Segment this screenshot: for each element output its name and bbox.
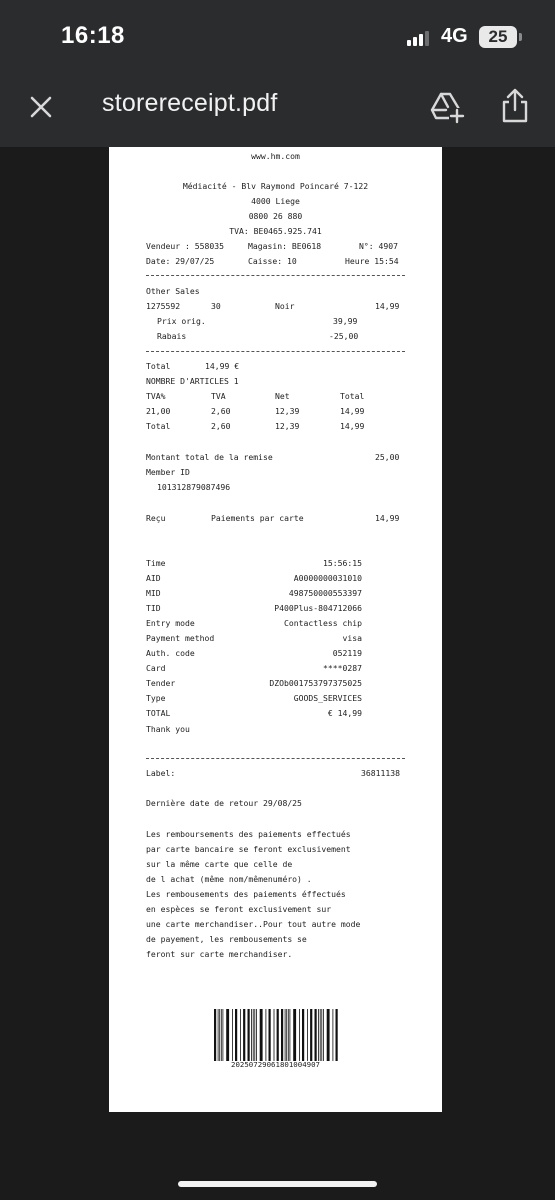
item-price: 14,99 [375, 301, 400, 311]
barcode-bar [232, 1009, 233, 1061]
barcode-bar [214, 1009, 216, 1061]
total-label: Total [146, 361, 171, 371]
barcode-bar [321, 1009, 322, 1061]
total-value: 14,99 € [205, 361, 240, 371]
barcode-bar [323, 1009, 324, 1061]
payment-value: 052119 [332, 648, 362, 658]
receipt-numero: N°: 4907 [359, 241, 398, 251]
policy-line: Les remboursements des paiements effectués [146, 829, 351, 839]
divider [146, 758, 405, 759]
payment-label: Card [146, 663, 166, 673]
barcode-bar [219, 1009, 220, 1061]
receipt-city: 4000 Liege [251, 196, 300, 206]
vat-cell: 14,99 [340, 421, 365, 431]
policy-line: en espèces se feront exclusivement sur [146, 904, 332, 914]
payment-value: ****0287 [323, 663, 362, 673]
barcode-bar [286, 1009, 287, 1061]
network-type: 4G [441, 25, 468, 47]
vat-cell: 14,99 [340, 406, 365, 416]
receipt-address: Médiacité - Blv Raymond Poincaré 7-122 [182, 181, 369, 191]
policy-line: de payement, les rembousements se [146, 934, 307, 944]
barcode-bar [274, 1009, 275, 1061]
vat-cell: 21,00 [146, 406, 171, 416]
vat-header: Net [275, 391, 290, 401]
barcode-bar [243, 1009, 245, 1061]
barcode-bar [260, 1009, 263, 1061]
payment-label: Type [146, 693, 166, 703]
policy-line: sur la même carte que celle de [146, 859, 293, 869]
payment-value: 498750000553397 [288, 588, 362, 598]
add-to-drive-icon [428, 88, 466, 126]
payment-label: Auth. code [146, 648, 195, 658]
barcode-bar [290, 1009, 291, 1061]
barcode-bar [315, 1009, 317, 1061]
barcode-bar [221, 1009, 222, 1061]
barcode-bar [302, 1009, 304, 1061]
receipt-website: www.hm.com [251, 151, 300, 161]
label-label: Label: [146, 768, 176, 778]
payment-value: 15:56:15 [323, 558, 362, 568]
barcode-bar [253, 1009, 254, 1061]
barcode-bar [218, 1009, 219, 1061]
vat-header: TVA% [146, 391, 166, 401]
thank-you: Thank you [146, 724, 190, 734]
item-color: Noir [275, 301, 295, 311]
vat-header: TVA [211, 391, 226, 401]
payment-label: Payment method [146, 633, 215, 643]
document-title: storereceipt.pdf [102, 89, 278, 117]
receipt [109, 147, 442, 1112]
payment-label: MID [146, 588, 161, 598]
barcode-bar [288, 1009, 289, 1061]
policy-line: Les rembousements des paiements éffectués [146, 889, 346, 899]
payment-label: TID [146, 603, 161, 613]
barcode-bar [277, 1009, 279, 1061]
article-count: NOMBRE D'ARTICLES 1 [146, 376, 239, 386]
payment-label: Entry mode [146, 618, 195, 628]
barcode-bar [333, 1009, 334, 1061]
member-id: 101312879087496 [157, 482, 231, 492]
section-title: Other Sales [146, 286, 200, 296]
barcode [214, 1009, 339, 1061]
pdf-page [109, 147, 442, 1112]
receipt-magasin: Magasin: BE0618 [248, 241, 322, 251]
recu-label: Reçu [146, 513, 166, 523]
prix-orig-value: 39,99 [333, 316, 358, 326]
barcode-bar [293, 1009, 296, 1061]
payment-label: Time [146, 558, 166, 568]
item-size: 30 [211, 301, 221, 311]
rabais-label: Rabais [157, 331, 187, 341]
payment-value: P400Plus-804712066 [274, 603, 362, 613]
recu-method: Paiements par carte [211, 513, 304, 523]
member-label: Member ID [146, 467, 190, 477]
divider [146, 351, 405, 352]
barcode-bar [223, 1009, 224, 1061]
payment-value: GOODS_SERVICES [293, 693, 362, 703]
vat-header: Total [340, 391, 365, 401]
vat-cell: 12,39 [275, 421, 300, 431]
receipt-phone: 0800 26 880 [248, 211, 303, 221]
close-button[interactable] [24, 90, 58, 124]
barcode-bar [327, 1009, 330, 1061]
barcode-bar [235, 1009, 237, 1061]
battery-icon: 25 [479, 26, 517, 48]
policy-line: feront sur carte merchandiser. [146, 949, 293, 959]
recu-value: 14,99 [375, 513, 400, 523]
battery-tip [519, 33, 522, 41]
policy-line: de l achat (même nom/mêmenuméro) . [146, 874, 312, 884]
receipt-heure: Heure 15:54 [345, 256, 399, 266]
payment-value: A0000000031010 [293, 573, 362, 583]
vat-cell: 2,60 [211, 406, 231, 416]
barcode-bar [320, 1009, 321, 1061]
payment-value: visa [342, 633, 362, 643]
barcode-bar [240, 1009, 241, 1061]
barcode-bar [256, 1009, 257, 1061]
barcode-bar [299, 1009, 300, 1061]
share-button[interactable] [497, 86, 533, 126]
barcode-bar [281, 1009, 283, 1061]
receipt-vendeur: Vendeur : 558035 [146, 241, 224, 251]
add-to-drive-button[interactable] [428, 88, 466, 126]
status-time: 16:18 [61, 22, 125, 49]
divider [146, 275, 405, 276]
remise-value: 25,00 [375, 452, 400, 462]
barcode-bar [285, 1009, 286, 1061]
home-indicator[interactable] [178, 1181, 377, 1187]
barcode-bar [307, 1009, 308, 1061]
barcode-bar [310, 1009, 312, 1061]
barcode-bar [269, 1009, 271, 1061]
barcode-bar [251, 1009, 252, 1061]
barcode-bar [318, 1009, 319, 1061]
payment-label: TOTAL [146, 708, 171, 718]
vat-cell: 2,60 [211, 421, 231, 431]
share-icon [497, 86, 533, 126]
payment-label: AID [146, 573, 161, 583]
policy-line: une carte merchandiser..Pour tout autre mode [146, 919, 361, 929]
receipt-caisse: Caisse: 10 [248, 256, 297, 266]
item-code: 1275592 [146, 301, 181, 311]
label-value: 36811138 [361, 768, 400, 778]
prix-orig-label: Prix orig. [157, 316, 206, 326]
top-bar [0, 0, 555, 147]
vat-cell: Total [146, 421, 171, 431]
signal-icon [407, 31, 433, 46]
barcode-bar [266, 1009, 267, 1061]
receipt-date: Date: 29/07/25 [146, 256, 215, 266]
rabais-value: -25,00 [329, 331, 359, 341]
policy-line: par carte bancaire se feront exclusivement [146, 844, 351, 854]
return-date: Dernière date de retour 29/08/25 [146, 798, 302, 808]
barcode-bar [226, 1009, 229, 1061]
barcode-bar [254, 1009, 255, 1061]
payment-value: DZOb001753797375025 [269, 678, 362, 688]
payment-label: Tender [146, 678, 176, 688]
payment-value: € 14,99 [327, 708, 362, 718]
vat-cell: 12,39 [275, 406, 300, 416]
barcode-bar [336, 1009, 338, 1061]
payment-value: Contactless chip [284, 618, 362, 628]
receipt-vat-number: TVA: BE0465.925.741 [229, 226, 322, 236]
remise-label: Montant total de la remise [146, 452, 273, 462]
barcode-bar [248, 1009, 250, 1061]
barcode-number: 20250729061801004907 [231, 1060, 320, 1069]
close-icon [24, 90, 58, 124]
